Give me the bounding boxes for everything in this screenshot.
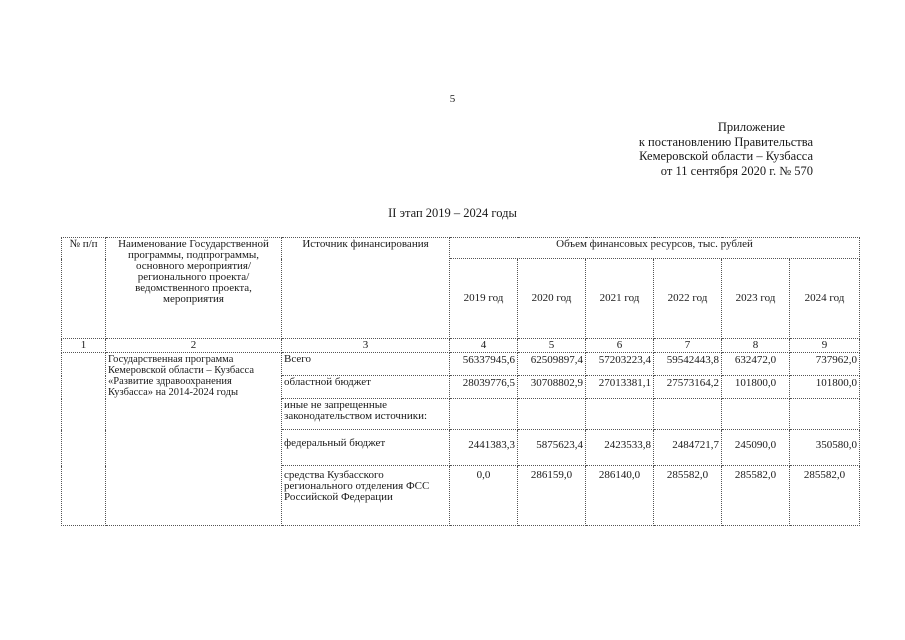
value-cell: 632472,0 <box>722 353 790 376</box>
source-cell: федеральный бюджет <box>282 430 450 466</box>
value-cell: 28039776,5 <box>450 376 518 399</box>
value-cell: 0,0 <box>450 466 518 526</box>
source-cell: областной бюджет <box>282 376 450 399</box>
value-cell: 101800,0 <box>722 376 790 399</box>
header-source: Источник финансирования <box>282 238 450 339</box>
appendix-line-2: к постановлению Правительства <box>638 134 813 149</box>
value-cell: 27573164,2 <box>654 376 722 399</box>
page-number: 5 <box>449 93 456 105</box>
program-name: Государственная программа Кемеровской области – Кузбасса «Развитие здравоохранения Кузбасса» на 2014-2024 годы <box>106 353 282 526</box>
appendix-line-4: от 11 сентября 2020 г. № 570 <box>660 163 813 178</box>
value-cell: 285582,0 <box>790 466 860 526</box>
value-cell: 2441383,3 <box>450 430 518 466</box>
column-number-row <box>62 339 860 353</box>
header-num: № п/п <box>62 238 106 339</box>
header-year: 2020 год <box>518 259 586 339</box>
header-year: 2021 год <box>586 259 654 339</box>
column-number: 7 <box>654 339 722 353</box>
source-cell: иные не запрещенные законодательством источники: <box>282 399 450 430</box>
value-cell: 286159,0 <box>518 466 586 526</box>
value-cell <box>722 399 790 430</box>
column-number: 4 <box>450 339 518 353</box>
value-cell: 285582,0 <box>654 466 722 526</box>
header-year: 2023 год <box>722 259 790 339</box>
header-name: Наименование Государственной программы, подпрограммы, основного мероприятия/регионального проекта/ведомственного проекта, мероприятия <box>106 238 282 339</box>
column-number: 6 <box>586 339 654 353</box>
column-number: 3 <box>282 339 450 353</box>
appendix-heading <box>639 120 813 178</box>
source-cell: Всего <box>282 353 450 376</box>
column-number: 9 <box>790 339 860 353</box>
column-number: 5 <box>518 339 586 353</box>
header-year: 2024 год <box>790 259 860 339</box>
header-row-1 <box>62 238 860 259</box>
appendix-line-3: Кемеровской области – Кузбасса <box>639 149 813 163</box>
value-cell: 737962,0 <box>790 353 860 376</box>
header-year: 2019 год <box>450 259 518 339</box>
value-cell <box>790 399 860 430</box>
table-row <box>62 353 860 376</box>
stage-title: II этап 2019 – 2024 годы <box>388 206 517 220</box>
value-cell: 56337945,6 <box>450 353 518 376</box>
value-cell: 27013381,1 <box>586 376 654 399</box>
source-cell: средства Кузбасского регионального отделения ФСС Российской Федерации <box>282 466 450 526</box>
value-cell: 30708802,9 <box>518 376 586 399</box>
header-volume: Объем финансовых ресурсов, тыс. рублей <box>450 238 860 259</box>
value-cell: 350580,0 <box>790 430 860 466</box>
value-cell: 286140,0 <box>586 466 654 526</box>
value-cell: 2423533,8 <box>586 430 654 466</box>
value-cell: 57203223,4 <box>586 353 654 376</box>
column-number: 2 <box>106 339 282 353</box>
value-cell: 5875623,4 <box>518 430 586 466</box>
row-number-cell <box>62 353 106 526</box>
value-cell: 62509897,4 <box>518 353 586 376</box>
value-cell: 2484721,7 <box>654 430 722 466</box>
value-cell: 59542443,8 <box>654 353 722 376</box>
value-cell <box>586 399 654 430</box>
value-cell: 285582,0 <box>722 466 790 526</box>
appendix-line-1: Приложение <box>717 120 785 134</box>
value-cell <box>450 399 518 430</box>
value-cell: 101800,0 <box>790 376 860 399</box>
value-cell: 245090,0 <box>722 430 790 466</box>
column-number: 1 <box>62 339 106 353</box>
financing-table <box>61 237 860 526</box>
header-year: 2022 год <box>654 259 722 339</box>
column-number: 8 <box>722 339 790 353</box>
value-cell <box>518 399 586 430</box>
value-cell <box>654 399 722 430</box>
